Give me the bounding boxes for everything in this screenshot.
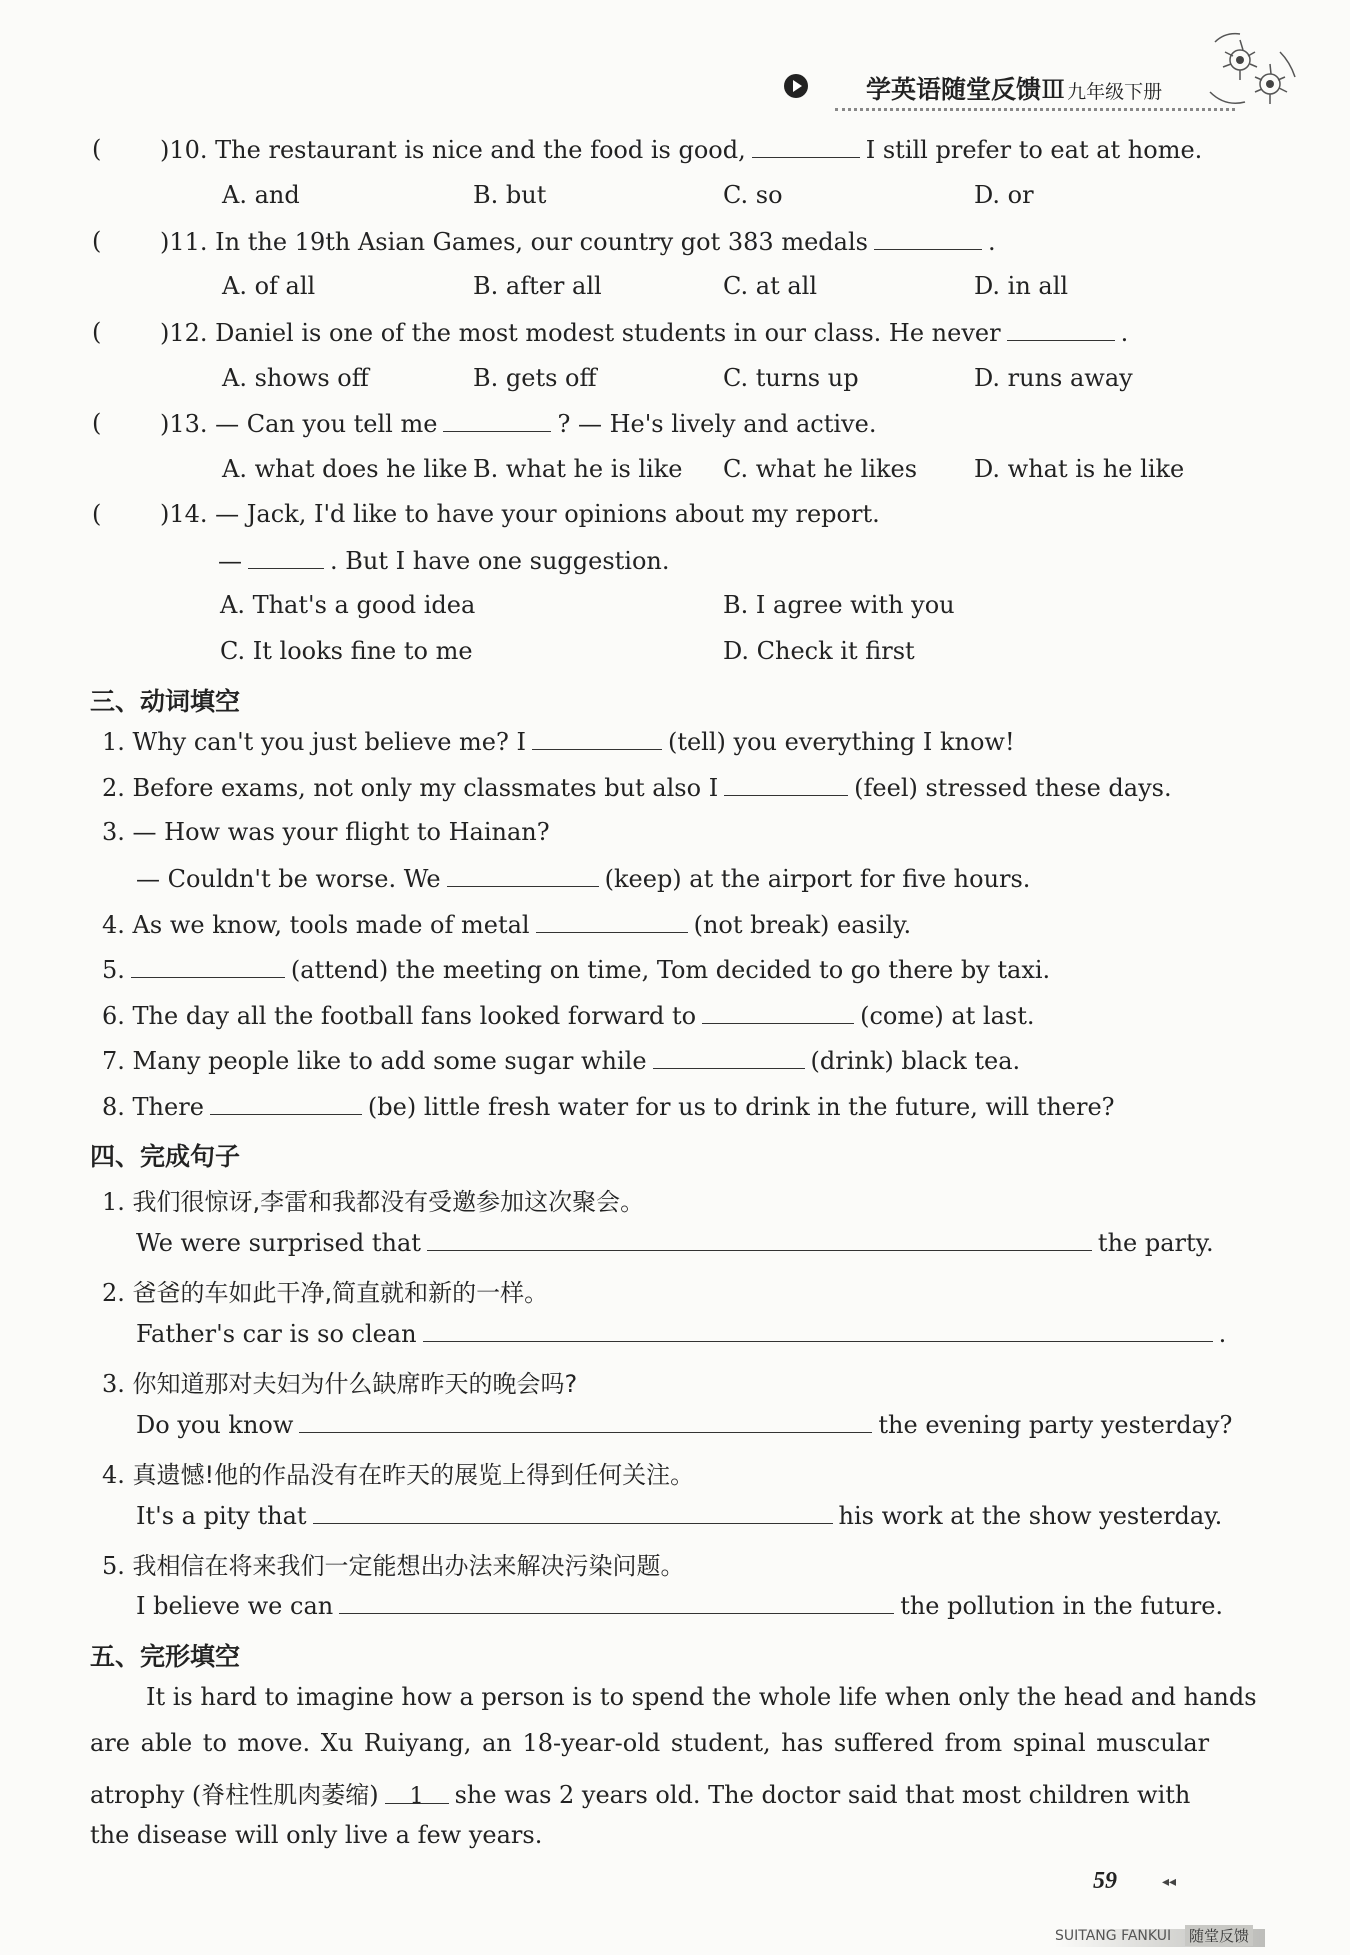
question-11-stem: )11. In the 19th Asian Games, our country got 383 medals . [160,228,996,256]
question-number: )13. [160,410,208,438]
option-d[interactable]: D. what is he like [974,455,1185,483]
answer-blank[interactable] [724,773,848,796]
answer-paren: ( [92,318,102,346]
section-5-title: 五、完形填空 [90,1642,241,1671]
sentence-1-cn: 1. 我们很惊讶,李雷和我都没有受邀参加这次聚会。 [102,1188,645,1216]
question-12-stem: )12. Daniel is one of the most modest students in our class. He never . [160,319,1129,347]
option-c[interactable]: C. what he likes [723,455,918,483]
answer-paren: ( [92,409,102,437]
sentence-2-en: Father's car is so clean . [136,1320,1227,1348]
answer-paren: ( [92,135,102,163]
option-b[interactable]: B. but [473,181,547,209]
option-c[interactable]: C. so [723,181,783,209]
question-13-stem: )13. — Can you tell me ? — He's lively and active. [160,410,877,438]
header-title: 学英语随堂反馈 [866,75,1042,104]
passage-line-3: atrophy (脊柱性肌肉萎缩) 1 she was 2 years old. The doctor said that most children with [90,1781,1191,1809]
option-d[interactable]: D. or [974,181,1034,209]
answer-blank[interactable] [653,1046,805,1069]
passage-line-2: are able to move. Xu Ruiyang, an 18-year-old student, has suffered from spinal muscular [90,1729,1210,1757]
page-number: 59 [1093,1868,1117,1894]
sentence-3-en: Do you know the evening party yesterday? [136,1411,1233,1439]
question-10 [92,135,101,163]
question-14-line2: — . But I have one suggestion. [218,547,670,575]
option-a[interactable]: A. shows off [222,364,369,392]
footer-brand-cn: 随堂反馈 [1185,1925,1253,1946]
answer-blank[interactable] [423,1319,1213,1342]
option-b[interactable]: B. gets off [473,364,597,392]
header-roman: Ⅲ [1041,75,1066,104]
sentence-5-cn: 5. 我相信在将来我们一定能想出办法来解决污染问题。 [102,1552,685,1580]
sentence-5-en: I believe we can the pollution in the future. [136,1592,1224,1620]
question-number: )12. [160,319,208,347]
play-icon [784,74,808,98]
answer-blank[interactable] [248,546,324,569]
option-b[interactable]: B. I agree with you [723,591,955,619]
option-d[interactable]: D. runs away [974,364,1133,392]
section-3-title: 三、动词填空 [90,687,241,716]
answer-paren: ( [92,227,102,255]
header-divider [835,108,1235,111]
answer-blank[interactable] [427,1228,1092,1251]
sentence-3-cn: 3. 你知道那对夫妇为什么缺席昨天的晚会吗? [102,1370,578,1398]
verb-item-2: 2. Before exams, not only my classmates but also I (feel) stressed these days. [102,774,1172,802]
answer-blank[interactable] [532,727,662,750]
flower-decoration-icon [1195,22,1305,128]
question-10-stem: )10. The restaurant is nice and the food is good, I still prefer to eat at home. [160,136,1203,164]
passage-line-1: It is hard to imagine how a person is to spend the whole life when only the head and hands [146,1683,1257,1711]
answer-blank[interactable] [752,135,860,158]
answer-blank[interactable] [443,409,551,432]
option-c[interactable]: C. It looks fine to me [220,637,473,665]
option-a[interactable]: A. That's a good idea [220,591,476,619]
option-a[interactable]: A. what does he like [222,455,468,483]
question-number: )10. [160,136,208,164]
verb-item-3-reply: — Couldn't be worse. We (keep) at the airport for five hours. [136,865,1031,893]
verb-item-4: 4. As we know, tools made of metal (not break) easily. [102,911,912,939]
answer-blank[interactable] [131,955,285,978]
answer-blank[interactable] [702,1001,854,1024]
option-b[interactable]: B. after all [473,272,602,300]
answer-blank[interactable] [874,227,982,250]
answer-paren: ( [92,500,102,528]
verb-item-8: 8. There (be) little fresh water for us to drink in the future, will there? [102,1093,1115,1121]
sentence-4-cn: 4. 真遗憾!他的作品没有在昨天的展览上得到任何关注。 [102,1461,695,1489]
verb-item-6: 6. The day all the football fans looked forward to (come) at last. [102,1002,1035,1030]
option-b[interactable]: B. what he is like [473,455,683,483]
option-c[interactable]: C. at all [723,272,818,300]
answer-blank[interactable] [447,864,599,887]
verb-item-7: 7. Many people like to add some sugar while (drink) black tea. [102,1047,1021,1075]
double-arrow-left-icon: ◂◂ [1162,1874,1177,1890]
option-d[interactable]: D. Check it first [723,637,915,665]
sentence-4-en: It's a pity that his work at the show yesterday. [136,1502,1223,1530]
footer-brand-en: SUITANG FANKUI [1055,1928,1172,1944]
option-d[interactable]: D. in all [974,272,1069,300]
question-number: )11. [160,228,208,256]
passage-line-4: the disease will only live a few years. [90,1821,543,1849]
header-subtitle: 九年级下册 [1067,81,1163,103]
option-a[interactable]: A. of all [222,272,316,300]
question-number: )14. [160,500,208,528]
cloze-blank-1[interactable]: 1 [385,1781,449,1804]
sentence-1-en: We were surprised that the party. [136,1229,1214,1257]
option-a[interactable]: A. and [222,181,300,209]
sentence-2-cn: 2. 爸爸的车如此干净,简直就和新的一样。 [102,1279,549,1307]
verb-item-5: 5. (attend) the meeting on time, Tom decided to go there by taxi. [102,956,1051,984]
section-4-title: 四、完成句子 [90,1142,241,1171]
answer-blank[interactable] [299,1410,872,1433]
option-c[interactable]: C. turns up [723,364,859,392]
answer-blank[interactable] [313,1501,833,1524]
answer-blank[interactable] [1007,318,1115,341]
verb-item-3: 3. — How was your flight to Hainan? [102,818,550,846]
answer-blank[interactable] [339,1591,894,1614]
answer-blank[interactable] [536,910,688,933]
answer-blank[interactable] [210,1092,362,1115]
verb-item-1: 1. Why can't you just believe me? I (tell) you everything I know! [102,728,1015,756]
question-14-stem: )14. — Jack, I'd like to have your opinions about my report. [160,500,880,528]
